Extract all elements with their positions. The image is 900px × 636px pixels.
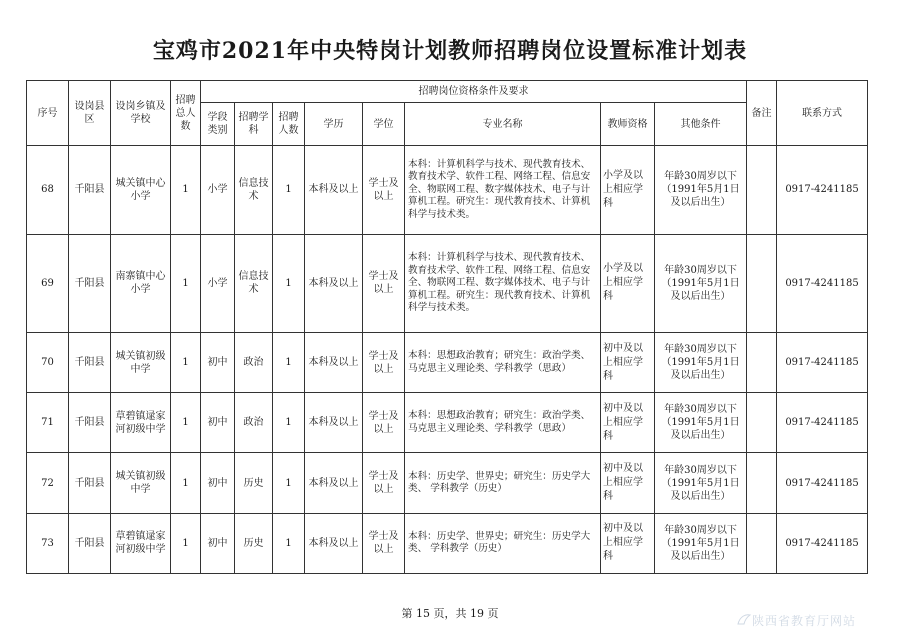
table-row bbox=[27, 513, 868, 573]
cell-total: 1 bbox=[171, 332, 201, 392]
cell-stage: 初中 bbox=[201, 332, 235, 392]
cell-stage: 初中 bbox=[201, 453, 235, 513]
cell-count: 1 bbox=[273, 332, 305, 392]
cell-seq: 72 bbox=[27, 453, 69, 513]
cell-school: 城关镇中心小学 bbox=[111, 146, 171, 234]
cell-school: 城关镇初级中学 bbox=[111, 332, 171, 392]
cell-cert: 小学及以上相应学科 bbox=[601, 234, 655, 332]
header-diploma: 学位 bbox=[363, 103, 405, 146]
cell-seq: 69 bbox=[27, 234, 69, 332]
cell-other: 年龄30周岁以下（1991年5月1日及以后出生） bbox=[655, 146, 747, 234]
cell-county: 千阳县 bbox=[69, 146, 111, 234]
cell-contact: 0917-4241185 bbox=[777, 453, 868, 513]
cell-diploma: 学士及以上 bbox=[363, 332, 405, 392]
page-title: 宝鸡市2021年中央特岗计划教师招聘岗位设置标准计划表 bbox=[152, 38, 748, 64]
cell-other: 年龄30周岁以下（1991年5月1日及以后出生） bbox=[655, 234, 747, 332]
cell-school: 草碧镇逯家河初级中学 bbox=[111, 393, 171, 453]
watermark-text: 陕西省教育厅网站 bbox=[752, 614, 857, 628]
cell-total: 1 bbox=[171, 513, 201, 573]
cell-contact: 0917-4241185 bbox=[777, 513, 868, 573]
header-major: 专业名称 bbox=[405, 103, 601, 146]
cell-county: 千阳县 bbox=[69, 393, 111, 453]
cell-diploma: 学士及以上 bbox=[363, 453, 405, 513]
cell-note bbox=[747, 146, 777, 234]
cell-county: 千阳县 bbox=[69, 453, 111, 513]
cell-total: 1 bbox=[171, 234, 201, 332]
header-county: 设岗县区 bbox=[69, 81, 111, 146]
cell-subject: 历史 bbox=[235, 513, 273, 573]
cell-contact: 0917-4241185 bbox=[777, 332, 868, 392]
header-other: 其他条件 bbox=[655, 103, 747, 146]
cell-note bbox=[747, 234, 777, 332]
cell-degree: 本科及以上 bbox=[305, 332, 363, 392]
header-contact: 联系方式 bbox=[777, 81, 868, 146]
cell-total: 1 bbox=[171, 146, 201, 234]
cell-seq: 73 bbox=[27, 513, 69, 573]
header-seq: 序号 bbox=[27, 81, 69, 146]
cell-subject: 历史 bbox=[235, 453, 273, 513]
cell-other: 年龄30周岁以下（1991年5月1日及以后出生） bbox=[655, 513, 747, 573]
logo-icon bbox=[736, 612, 752, 626]
header-subject: 招聘学科 bbox=[235, 103, 273, 146]
cell-note bbox=[747, 453, 777, 513]
cell-diploma: 学士及以上 bbox=[363, 513, 405, 573]
cell-seq: 71 bbox=[27, 393, 69, 453]
cell-seq: 68 bbox=[27, 146, 69, 234]
table-row bbox=[27, 146, 868, 234]
cell-subject: 政治 bbox=[235, 393, 273, 453]
cell-school: 南寨镇中心小学 bbox=[111, 234, 171, 332]
header-group: 招聘岗位资格条件及要求 bbox=[201, 81, 747, 103]
cell-subject: 政治 bbox=[235, 332, 273, 392]
cell-cert: 初中及以上相应学科 bbox=[601, 453, 655, 513]
cell-other: 年龄30周岁以下（1991年5月1日及以后出生） bbox=[655, 393, 747, 453]
cell-county: 千阳县 bbox=[69, 234, 111, 332]
header-school: 设岗乡镇及学校 bbox=[111, 81, 171, 146]
header-total: 招聘总人数 bbox=[171, 81, 201, 146]
cell-count: 1 bbox=[273, 453, 305, 513]
cell-contact: 0917-4241185 bbox=[777, 234, 868, 332]
cell-contact: 0917-4241185 bbox=[777, 393, 868, 453]
cell-county: 千阳县 bbox=[69, 332, 111, 392]
table-row bbox=[27, 332, 868, 392]
cell-other: 年龄30周岁以下（1991年5月1日及以后出生） bbox=[655, 453, 747, 513]
recruitment-plan-table bbox=[26, 80, 868, 574]
cell-degree: 本科及以上 bbox=[305, 513, 363, 573]
cell-stage: 小学 bbox=[201, 146, 235, 234]
cell-stage: 小学 bbox=[201, 234, 235, 332]
cell-stage: 初中 bbox=[201, 513, 235, 573]
cell-degree: 本科及以上 bbox=[305, 146, 363, 234]
cell-major: 本科：计算机科学与技术、现代教育技术、教育技术学、软件工程、网络工程、信息安全、物联网工程、数字媒体技术、电子与计算机工程。研究生：现代教育技术、计算机科学与技术类。 bbox=[405, 146, 601, 234]
cell-degree: 本科及以上 bbox=[305, 234, 363, 332]
cell-count: 1 bbox=[273, 513, 305, 573]
cell-note bbox=[747, 393, 777, 453]
cell-other: 年龄30周岁以下（1991年5月1日及以后出生） bbox=[655, 332, 747, 392]
cell-stage: 初中 bbox=[201, 393, 235, 453]
cell-diploma: 学士及以上 bbox=[363, 234, 405, 332]
cell-total: 1 bbox=[171, 453, 201, 513]
header-cert: 教师资格 bbox=[601, 103, 655, 146]
header-degree: 学历 bbox=[305, 103, 363, 146]
cell-total: 1 bbox=[171, 393, 201, 453]
cell-contact: 0917-4241185 bbox=[777, 146, 868, 234]
cell-major: 本科：历史学、世界史；研究生：历史学大类、 学科教学（历史） bbox=[405, 453, 601, 513]
cell-cert: 初中及以上相应学科 bbox=[601, 513, 655, 573]
cell-degree: 本科及以上 bbox=[305, 453, 363, 513]
cell-cert: 初中及以上相应学科 bbox=[601, 393, 655, 453]
cell-count: 1 bbox=[273, 146, 305, 234]
cell-count: 1 bbox=[273, 393, 305, 453]
cell-major: 本科：思想政治教育；研究生：政治学类、马克思主义理论类、学科教学（思政） bbox=[405, 332, 601, 392]
cell-degree: 本科及以上 bbox=[305, 393, 363, 453]
cell-diploma: 学士及以上 bbox=[363, 146, 405, 234]
cell-cert: 初中及以上相应学科 bbox=[601, 332, 655, 392]
cell-note bbox=[747, 513, 777, 573]
cell-school: 城关镇初级中学 bbox=[111, 453, 171, 513]
table-row bbox=[27, 393, 868, 453]
page-footer: 第 15 页，共 19 页 bbox=[401, 607, 499, 620]
cell-subject: 信息技术 bbox=[235, 146, 273, 234]
header-row-top bbox=[27, 81, 868, 103]
header-note: 备注 bbox=[747, 81, 777, 146]
cell-major: 本科：计算机科学与技术、现代教育技术、教育技术学、软件工程、网络工程、信息安全、物联网工程、数字媒体技术、电子与计算机工程。研究生：现代教育技术、计算机科学与技术类。 bbox=[405, 234, 601, 332]
table-row bbox=[27, 453, 868, 513]
cell-subject: 信息技术 bbox=[235, 234, 273, 332]
cell-school: 草碧镇逯家河初级中学 bbox=[111, 513, 171, 573]
header-stage: 学段类别 bbox=[201, 103, 235, 146]
cell-note bbox=[747, 332, 777, 392]
header-count: 招聘人数 bbox=[273, 103, 305, 146]
cell-major: 本科：历史学、世界史；研究生：历史学大类、 学科教学（历史） bbox=[405, 513, 601, 573]
cell-cert: 小学及以上相应学科 bbox=[601, 146, 655, 234]
cell-count: 1 bbox=[273, 234, 305, 332]
cell-major: 本科：思想政治教育；研究生：政治学类、马克思主义理论类、学科教学（思政） bbox=[405, 393, 601, 453]
cell-county: 千阳县 bbox=[69, 513, 111, 573]
cell-seq: 70 bbox=[27, 332, 69, 392]
cell-diploma: 学士及以上 bbox=[363, 393, 405, 453]
table-row bbox=[27, 234, 868, 332]
